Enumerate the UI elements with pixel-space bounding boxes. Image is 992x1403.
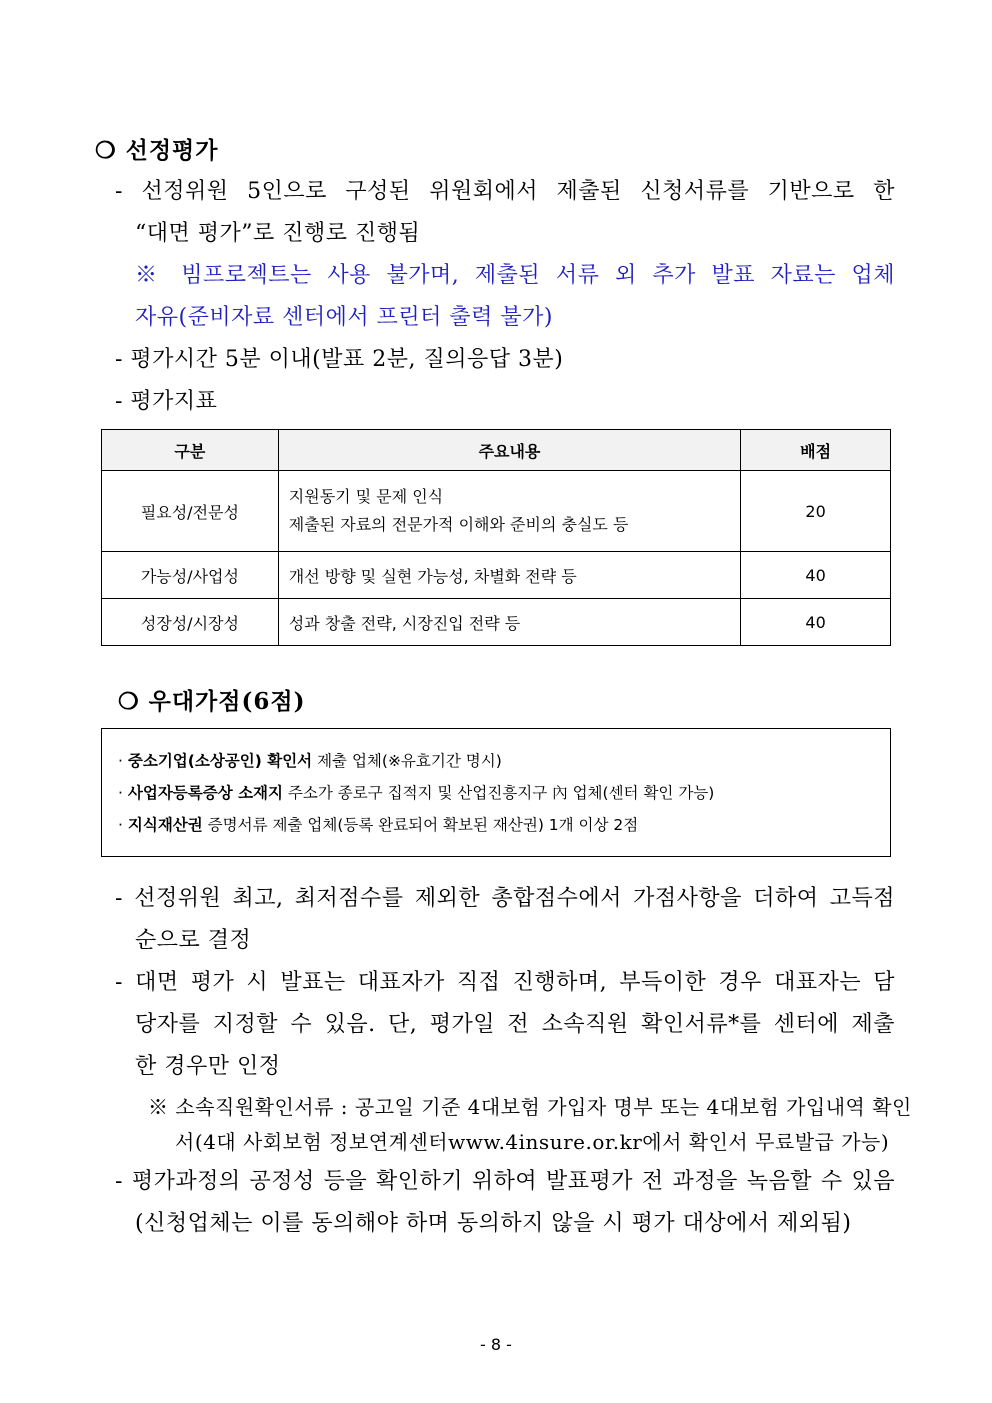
body-line: 한 경우만 인정 bbox=[135, 1054, 281, 1079]
content-line: 지원동기 및 문제 인식 bbox=[288, 487, 444, 506]
table-header-row bbox=[102, 430, 891, 471]
body-line: - 평가지표 bbox=[115, 389, 218, 414]
bullet: · bbox=[118, 816, 123, 834]
body-line: 당자를 지정할 수 있음. 단, 평가일 전 소속직원 확인서류*를 센터에 제출 bbox=[135, 1012, 895, 1037]
cell-score: 40 bbox=[741, 552, 891, 599]
body-line: - 선정위원 5인으로 구성된 위원회에서 제출된 신청서류를 기반으로 한 bbox=[115, 179, 895, 204]
bonus-item bbox=[118, 749, 502, 771]
content-line: 제출된 자료의 전문가적 이해와 준비의 충실도 등 bbox=[288, 515, 629, 534]
bullet: · bbox=[118, 784, 123, 802]
bonus-item-title: 지식재산권 bbox=[127, 816, 203, 834]
bonus-box bbox=[101, 728, 891, 857]
bonus-item-text: 주소가 종로구 집적지 및 산업진흥지구 內 업체(센터 확인 가능) bbox=[283, 784, 715, 802]
cell-content bbox=[278, 471, 740, 552]
cell-category: 가능성/사업성 bbox=[102, 552, 279, 599]
cell-content: 개선 방향 및 실현 가능성, 차별화 전략 등 bbox=[278, 552, 740, 599]
table-row bbox=[102, 471, 891, 552]
body-line: (신청업체는 이를 동의해야 하며 동의하지 않을 시 평가 대상에서 제외됨) bbox=[135, 1211, 852, 1236]
body-line: 순으로 결정 bbox=[135, 928, 252, 953]
cell-score: 40 bbox=[741, 599, 891, 646]
table-row bbox=[102, 599, 891, 646]
cell-score: 20 bbox=[741, 471, 891, 552]
cell-category: 성장성/시장성 bbox=[102, 599, 279, 646]
section-heading-bonus: ❍ 우대가점(6점) bbox=[118, 688, 306, 715]
bonus-item-title: 중소기업(소상공인) 확인서 bbox=[127, 752, 313, 770]
note-line: ※ 소속직원확인서류 : 공고일 기준 4대보험 가입자 명부 또는 4대보험 가입내역 확인 bbox=[148, 1095, 912, 1119]
cell-category: 필요성/전문성 bbox=[102, 471, 279, 552]
bonus-item bbox=[118, 813, 638, 835]
body-line: “대면 평가”로 진행로 진행됨 bbox=[135, 221, 421, 246]
cell-content: 성과 창출 전략, 시장진입 전략 등 bbox=[278, 599, 740, 646]
bonus-item-title: 사업자등록증상 소재지 bbox=[127, 784, 284, 802]
body-line: - 평가과정의 공정성 등을 확인하기 위하여 발표평가 전 과정을 녹음할 수 있음 bbox=[115, 1169, 895, 1194]
section-heading-selection: ❍ 선정평가 bbox=[95, 137, 219, 164]
evaluation-table bbox=[101, 429, 891, 646]
body-line: - 선정위원 최고, 최저점수를 제외한 총합점수에서 가점사항을 더하여 고득점 bbox=[115, 886, 895, 911]
bullet: · bbox=[118, 752, 123, 770]
body-line: - 대면 평가 시 발표는 대표자가 직접 진행하며, 부득이한 경우 대표자는 담 bbox=[115, 970, 895, 995]
page-number: - 8 - bbox=[480, 1335, 512, 1354]
notice-line: 자유(준비자료 센터에서 프린터 출력 불가) bbox=[135, 305, 553, 330]
header-category: 구분 bbox=[102, 430, 279, 471]
table-row bbox=[102, 552, 891, 599]
bonus-item bbox=[118, 781, 714, 803]
header-score: 배점 bbox=[741, 430, 891, 471]
bonus-item-text: 제출 업체(※유효기간 명시) bbox=[312, 752, 502, 770]
bonus-item-text: 증명서류 제출 업체(등록 완료되어 확보된 재산권) 1개 이상 2점 bbox=[202, 816, 639, 834]
notice-line: ※ 빔프로젝트는 사용 불가며, 제출된 서류 외 추가 발표 자료는 업체 bbox=[135, 263, 895, 288]
body-line: - 평가시간 5분 이내(발표 2분, 질의응답 3분) bbox=[115, 347, 564, 372]
header-content: 주요내용 bbox=[278, 430, 740, 471]
note-line: 서(4대 사회보험 정보연계센터www.4insure.or.kr에서 확인서 무료발급 가능) bbox=[175, 1130, 890, 1154]
